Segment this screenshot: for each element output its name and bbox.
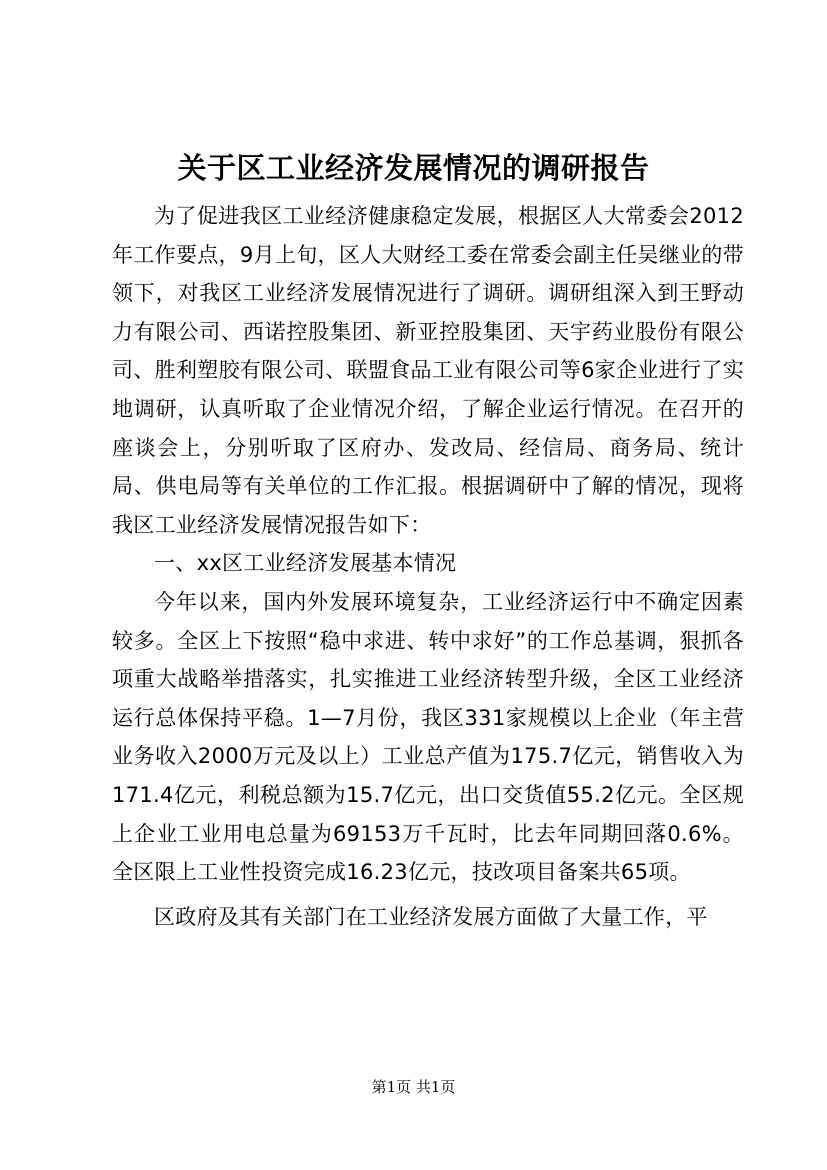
- document-title: 关于区工业经济发展情况的调研报告: [177, 151, 650, 185]
- document-body: [112, 197, 744, 936]
- paragraph-overview: 今年以来，国内外发展环境复杂，工业经济运行中不确定因素较多。全区上下按照“稳中求进、转中求好”的工作总基调，狠抓各项重大战略举措落实，扎实推进工业经济转型升级，全区工业经济运行总体保持平稳。1—7月份，我区331家规模以上企业（年主营业务收入2000万元及以上）工业总产值为175.7亿元，销售收入为171.4亿元，利税总额为15.7亿元，出口交货值55.2亿元。全区规上企业工业用电总量为69153万千瓦时，比去年同期回落0.6%。全区限上工业性投资完成16.23亿元，技改项目备案共65项。: [112, 589, 744, 885]
- paragraph-government-work: 区政府及其有关部门在工业经济发展方面做了大量工作，平: [154, 904, 708, 929]
- section-heading-1: 一、xx区工业经济发展基本情况: [154, 551, 457, 576]
- paragraph-intro: 为了促进我区工业经济健康稳定发展，根据区人大常委会2012年工作要点，9月上旬，区人大财经工委在常委会副主任吴继业的带领下，对我区工业经济发展情况进行了调研。调研组深入到王野动力有限公司、西诺控股集团、新亚控股集团、天宇药业股份有限公司、胜利塑胶有限公司、联盟食品工业有限公司等6家企业进行了实地调研，认真听取了企业情况介绍，了解企业运行情况。在召开的座谈会上，分别听取了区府办、发改局、经信局、商务局、统计局、供电局等有关单位的工作汇报。根据调研中了解的情况，现将我区工业经济发展情况报告如下：: [112, 204, 744, 537]
- page-number-footer: 第1页 共1页: [371, 1078, 456, 1096]
